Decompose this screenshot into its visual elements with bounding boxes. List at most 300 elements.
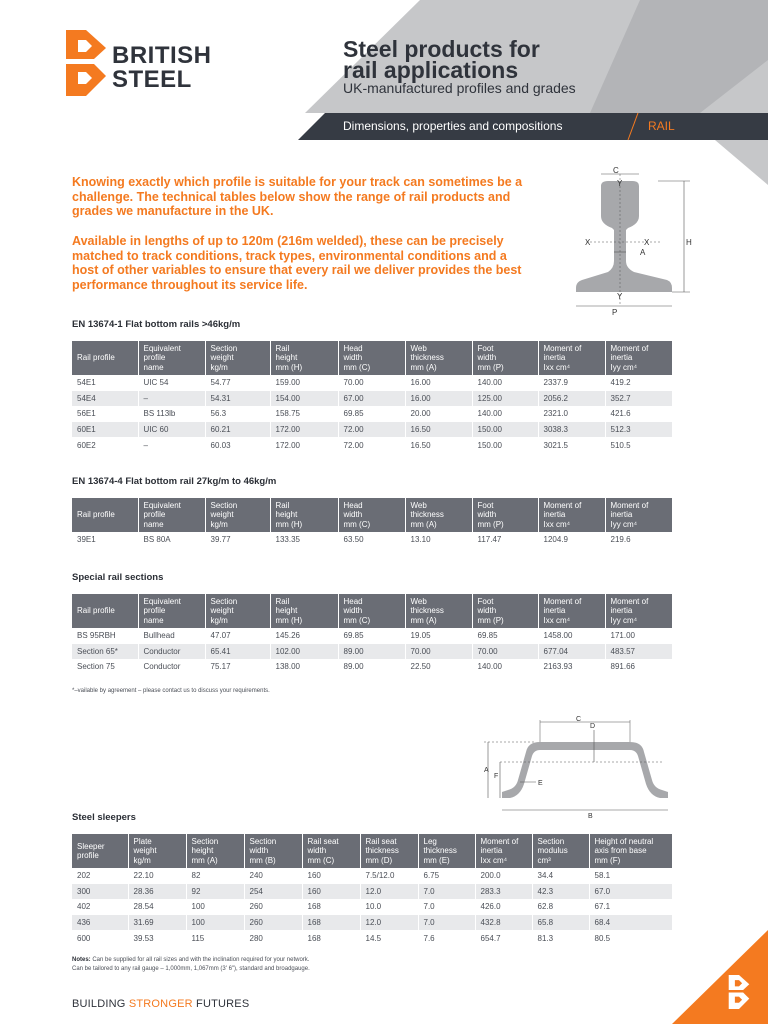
table-cell: 2056.2 — [538, 391, 605, 407]
column-header — [538, 594, 605, 628]
table-row — [72, 375, 672, 391]
column-header-line: mm (H) — [275, 615, 303, 625]
table-cell: 426.0 — [475, 899, 532, 915]
table-header-row — [72, 341, 672, 375]
table-row — [72, 899, 672, 915]
column-header-line: Moment of — [543, 596, 582, 606]
table-cell: 70.00 — [472, 644, 538, 660]
column-header-line: Leg — [423, 836, 437, 846]
table-cell: 158.75 — [270, 406, 338, 422]
table-cell: 81.3 — [532, 930, 589, 946]
table-row — [72, 437, 672, 453]
column-header-line: Rail seat — [307, 836, 339, 846]
column-header — [475, 834, 532, 868]
table-row — [72, 628, 672, 644]
column-header — [302, 834, 360, 868]
table-cell: 56.3 — [205, 406, 270, 422]
sleeper-profile-diagram — [484, 712, 684, 822]
column-header-line: mm (D) — [365, 855, 393, 865]
table-cell: 60.21 — [205, 422, 270, 438]
table-cell: 22.50 — [405, 659, 472, 675]
table-cell: 70.00 — [405, 644, 472, 660]
page-title-line2: rail applications — [343, 57, 519, 83]
column-header-line: thickness — [410, 353, 444, 363]
column-header-line: mm (A) — [410, 615, 437, 625]
column-header-line: width — [249, 846, 269, 856]
table-cell: 63.50 — [338, 532, 405, 548]
column-header-line: mm (P) — [477, 615, 504, 625]
column-header-line: height — [191, 846, 214, 856]
table-cell: 150.00 — [472, 422, 538, 438]
column-header-line: Rail — [275, 500, 290, 510]
table-header-row — [72, 834, 672, 868]
column-header — [472, 498, 538, 532]
table-row — [72, 406, 672, 422]
table-cell: 240 — [244, 868, 302, 884]
table-cell: 72.00 — [338, 422, 405, 438]
column-header — [72, 834, 128, 868]
table-row — [72, 884, 672, 900]
column-header-line: Section — [537, 836, 565, 846]
column-header-line: weight — [210, 606, 234, 616]
table-cell: 352.7 — [605, 391, 672, 407]
column-header-line: mm (A) — [410, 519, 437, 529]
page-subtitle: UK-manufactured profiles and grades — [343, 80, 576, 96]
column-header — [472, 594, 538, 628]
column-header-line: mm (A) — [191, 855, 218, 865]
column-header-line: mm (B) — [249, 855, 276, 865]
column-header-line: Rail — [275, 343, 290, 353]
table4-heading: Steel sleepers — [72, 812, 136, 823]
table-cell: 100 — [186, 915, 244, 931]
column-header-line: cm³ — [537, 855, 551, 865]
sleeper-cross-section — [502, 742, 668, 798]
notes-line1: Can be supplied for all rail sizes and with the inclination required for your network. — [92, 957, 310, 963]
table-row — [72, 915, 672, 931]
column-header-line: Moment of — [610, 343, 649, 353]
table-cell: 133.35 — [270, 532, 338, 548]
table-cell: 89.00 — [338, 659, 405, 675]
column-header — [72, 341, 138, 375]
table-cell: 60E2 — [72, 437, 138, 453]
column-header-line: width — [477, 353, 497, 363]
header-grey-tail — [715, 140, 768, 185]
column-header-line: Section — [191, 836, 219, 846]
table-cell: 160 — [302, 884, 360, 900]
column-header — [472, 341, 538, 375]
table-cell: 300 — [72, 884, 128, 900]
table-cell: 89.00 — [338, 644, 405, 660]
column-header-line: profile — [77, 851, 99, 860]
column-header — [205, 341, 270, 375]
intro-paragraph-1: Knowing exactly which profile is suitable for your track can sometimes be a challenge. The technical tables below show the range of rail products and grades we manufacture in the UK. — [72, 175, 523, 218]
column-header-line: inertia — [543, 353, 566, 363]
brand-name — [112, 44, 212, 92]
table-cell: 100 — [186, 899, 244, 915]
table-header-row — [72, 498, 672, 532]
table-cell: 72.00 — [338, 437, 405, 453]
table2-heading: EN 13674-4 Flat bottom rail 27kg/m to 46kg/m — [72, 476, 277, 487]
table-cell: 47.07 — [205, 628, 270, 644]
table-cell: 510.5 — [605, 437, 672, 453]
table-cell: 117.47 — [472, 532, 538, 548]
column-header-line: Iyy cm⁴ — [610, 362, 638, 372]
table-cell: 512.3 — [605, 422, 672, 438]
table-cell: 432.8 — [475, 915, 532, 931]
column-header-line: mm (P) — [477, 362, 504, 372]
column-header-line: height — [275, 606, 298, 616]
column-header-line: inertia — [610, 353, 633, 363]
column-header — [532, 834, 589, 868]
column-header-line: Ixx cm⁴ — [480, 855, 508, 865]
column-header-line: Ixx cm⁴ — [543, 615, 571, 625]
column-header — [405, 498, 472, 532]
column-header-line: weight — [133, 846, 157, 856]
table-cell: 16.50 — [405, 437, 472, 453]
table-cell: 6.75 — [418, 868, 475, 884]
table-cell: 1204.9 — [538, 532, 605, 548]
column-header — [72, 594, 138, 628]
column-header-line: Ixx cm⁴ — [543, 362, 571, 372]
column-header-line: Rail profile — [77, 606, 115, 616]
column-header-line: mm (H) — [275, 519, 303, 529]
column-header — [138, 341, 205, 375]
column-header-line: Rail profile — [77, 510, 115, 520]
table2-flat-bottom-rails — [72, 498, 672, 548]
table-cell: 7.5/12.0 — [360, 868, 418, 884]
column-header-line: kg/m — [210, 519, 228, 529]
column-header-line: weight — [210, 510, 234, 520]
table-cell: 82 — [186, 868, 244, 884]
table-cell: 102.00 — [270, 644, 338, 660]
column-header-line: Iyy cm⁴ — [610, 519, 638, 529]
column-header — [360, 834, 418, 868]
table-cell: 172.00 — [270, 437, 338, 453]
column-header — [72, 498, 138, 532]
footer-logo-mark-icon — [726, 974, 752, 1010]
table-cell: 56E1 — [72, 406, 138, 422]
table-cell: Section 65* — [72, 644, 138, 660]
table-cell: 140.00 — [472, 406, 538, 422]
table-cell: 69.85 — [338, 628, 405, 644]
footer-word-building: BUILDING — [72, 998, 126, 1010]
table-cell: 115 — [186, 930, 244, 946]
column-header — [418, 834, 475, 868]
column-header-line: height — [275, 510, 298, 520]
table-cell: 3038.3 — [538, 422, 605, 438]
column-header-line: kg/m — [133, 855, 151, 865]
column-header-line: kg/m — [210, 362, 228, 372]
rail-label-c: C — [613, 166, 619, 175]
table-cell: 92 — [186, 884, 244, 900]
table-cell: 254 — [244, 884, 302, 900]
column-header-line: thickness — [410, 606, 444, 616]
column-header — [605, 594, 672, 628]
column-header — [138, 594, 205, 628]
section-bar-label: Dimensions, properties and compositions — [343, 119, 563, 133]
table-cell: 483.57 — [605, 644, 672, 660]
column-header — [538, 341, 605, 375]
column-header — [589, 834, 672, 868]
rail-label-a: A — [640, 248, 646, 257]
column-header — [538, 498, 605, 532]
table-cell: 67.1 — [589, 899, 672, 915]
column-header-line: Moment of — [610, 500, 649, 510]
column-header-line: width — [307, 846, 327, 856]
table-cell: 2321.0 — [538, 406, 605, 422]
column-header-line: name — [143, 362, 164, 372]
table-row — [72, 422, 672, 438]
table-cell: 7.0 — [418, 884, 475, 900]
table-cell: 219.6 — [605, 532, 672, 548]
sleeper-label-f: F — [494, 773, 499, 780]
table-cell: 7.0 — [418, 915, 475, 931]
table-cell: 419.2 — [605, 375, 672, 391]
column-header-line: Section — [210, 343, 238, 353]
table-cell: Section 75 — [72, 659, 138, 675]
column-header-line: profile — [143, 606, 166, 616]
table-cell: 34.4 — [532, 868, 589, 884]
column-header-line: profile — [143, 353, 166, 363]
column-header-line: mm (A) — [410, 362, 437, 372]
column-header-line: inertia — [543, 606, 566, 616]
table-cell: 200.0 — [475, 868, 532, 884]
column-header-line: width — [477, 510, 497, 520]
table-cell: 14.5 — [360, 930, 418, 946]
table-row — [72, 532, 672, 548]
column-header-line: Plate — [133, 836, 152, 846]
column-header-line: mm (C) — [343, 362, 371, 372]
table-cell: – — [138, 391, 205, 407]
column-header-line: width — [343, 606, 363, 616]
table-cell: 154.00 — [270, 391, 338, 407]
notes-label: Notes: — [72, 957, 91, 963]
table-cell: 10.0 — [360, 899, 418, 915]
column-header-line: thickness — [423, 846, 457, 856]
table3-heading: Special rail sections — [72, 572, 164, 583]
table-cell: 168 — [302, 899, 360, 915]
table-cell: 16.50 — [405, 422, 472, 438]
table-cell: 19.05 — [405, 628, 472, 644]
column-header-line: mm (C) — [307, 855, 335, 865]
notes-line2: Can be tailored to any rail gauge – 1,000mm, 1,067mm (3' 6"), standard and broadgauge. — [72, 965, 310, 972]
rail-cross-section — [576, 181, 672, 292]
column-header-line: Section — [249, 836, 277, 846]
british-steel-logo-icon — [64, 28, 108, 98]
column-header-line: mm (F) — [594, 855, 621, 865]
table-row — [72, 868, 672, 884]
column-header-line: width — [477, 606, 497, 616]
table-cell: 60.03 — [205, 437, 270, 453]
column-header-line: Rail profile — [77, 353, 115, 363]
column-header-line: height — [275, 353, 298, 363]
column-header-line: Equivalent — [143, 596, 181, 606]
sleeper-label-b: B — [588, 813, 593, 820]
table-row — [72, 391, 672, 407]
footer-orange-corner — [672, 930, 768, 1024]
table-cell: 65.41 — [205, 644, 270, 660]
column-header-line: Height of neutral — [594, 836, 654, 846]
table-cell: 68.4 — [589, 915, 672, 931]
column-header-line: Web — [410, 500, 427, 510]
column-header-line: Iyy cm⁴ — [610, 615, 638, 625]
table-cell: Conductor — [138, 659, 205, 675]
table-cell: BS 113lb — [138, 406, 205, 422]
table-cell: 3021.5 — [538, 437, 605, 453]
table-cell: 145.26 — [270, 628, 338, 644]
column-header-line: Head — [343, 343, 363, 353]
table-cell: 402 — [72, 899, 128, 915]
column-header-line: Head — [343, 596, 363, 606]
table-cell: 125.00 — [472, 391, 538, 407]
table-cell: 58.1 — [589, 868, 672, 884]
table-cell: 31.69 — [128, 915, 186, 931]
column-header-line: Ixx cm⁴ — [543, 519, 571, 529]
column-header — [205, 498, 270, 532]
table-cell: 421.6 — [605, 406, 672, 422]
column-header-line: Rail seat — [365, 836, 397, 846]
column-header-line: width — [343, 510, 363, 520]
column-header — [405, 594, 472, 628]
table-cell: 28.54 — [128, 899, 186, 915]
table-cell: UIC 54 — [138, 375, 205, 391]
table-cell: 7.0 — [418, 899, 475, 915]
table-cell: 138.00 — [270, 659, 338, 675]
rail-profile-diagram — [572, 166, 692, 316]
table-cell: 7.6 — [418, 930, 475, 946]
table-cell: 42.3 — [532, 884, 589, 900]
column-header-line: Section — [210, 596, 238, 606]
table4-steel-sleepers — [72, 834, 672, 946]
table-cell: 168 — [302, 930, 360, 946]
table-cell: 54.31 — [205, 391, 270, 407]
sleeper-label-d: D — [590, 723, 596, 730]
table-cell: 67.0 — [589, 884, 672, 900]
table-cell: 16.00 — [405, 375, 472, 391]
table-cell: UIC 60 — [138, 422, 205, 438]
column-header-line: Moment of — [543, 343, 582, 353]
column-header-line: Sleeper — [77, 841, 105, 851]
table-cell: 60E1 — [72, 422, 138, 438]
sleeper-label-c: C — [576, 716, 582, 723]
column-header-line: mm (P) — [477, 519, 504, 529]
column-header — [405, 341, 472, 375]
column-header-line: mm (E) — [423, 855, 450, 865]
column-header — [186, 834, 244, 868]
table-cell: 39.53 — [128, 930, 186, 946]
column-header-line: width — [343, 353, 363, 363]
table-cell: 12.0 — [360, 884, 418, 900]
footer-word-stronger: STRONGER — [128, 998, 193, 1010]
table-cell: 677.04 — [538, 644, 605, 660]
column-header-line: mm (C) — [343, 615, 371, 625]
rail-label-x-left: X — [585, 238, 591, 247]
table-cell: 600 — [72, 930, 128, 946]
intro-paragraph-2: Available in lengths of up to 120m (216m welded), these can be precisely matched to track conditions, track types, environmental conditions and a host of other variables to ensure that every rail we deliver provides the best performance throughout its service life. — [72, 234, 522, 292]
table-cell: 62.8 — [532, 899, 589, 915]
sleeper-label-e: E — [538, 780, 543, 787]
rail-label-y-bottom: Y — [617, 292, 623, 301]
table-cell: 54E4 — [72, 391, 138, 407]
column-header-line: Rail — [275, 596, 290, 606]
table-cell: 260 — [244, 899, 302, 915]
table-cell: 280 — [244, 930, 302, 946]
table-cell: 13.10 — [405, 532, 472, 548]
column-header — [605, 498, 672, 532]
table-cell: 80.5 — [589, 930, 672, 946]
availability-footnote: *–vailable by agreement – please contact us to discuss your requirements. — [72, 688, 270, 694]
table-row — [72, 930, 672, 946]
table-cell: 16.00 — [405, 391, 472, 407]
column-header-line: name — [143, 615, 164, 625]
table-cell: – — [138, 437, 205, 453]
table-cell: 39E1 — [72, 532, 138, 548]
table1-heading: EN 13674-1 Flat bottom rails >46kg/m — [72, 319, 241, 330]
column-header-line: Equivalent — [143, 500, 181, 510]
column-header-line: Web — [410, 343, 427, 353]
column-header — [605, 341, 672, 375]
column-header-line: inertia — [610, 606, 633, 616]
table-cell: 436 — [72, 915, 128, 931]
table-cell: 39.77 — [205, 532, 270, 548]
column-header — [270, 341, 338, 375]
table-cell: 202 — [72, 868, 128, 884]
page-title-line1: Steel products for — [343, 36, 540, 62]
table-cell: BS 80A — [138, 532, 205, 548]
table-cell: Conductor — [138, 644, 205, 660]
column-header-line: inertia — [543, 510, 566, 520]
table-header-row — [72, 594, 672, 628]
column-header — [138, 498, 205, 532]
column-header-line: thickness — [365, 846, 399, 856]
table-cell: 168 — [302, 915, 360, 931]
table-cell: 54E1 — [72, 375, 138, 391]
table-cell: 22.10 — [128, 868, 186, 884]
table-cell: 171.00 — [605, 628, 672, 644]
table-cell: 140.00 — [472, 375, 538, 391]
bar-divider — [624, 113, 644, 141]
table-cell: 75.17 — [205, 659, 270, 675]
table1-flat-bottom-rails — [72, 341, 672, 453]
column-header-line: Moment of — [543, 500, 582, 510]
column-header-line: mm (H) — [275, 362, 303, 372]
column-header-line: modulus — [537, 846, 568, 856]
table-cell: 2163.93 — [538, 659, 605, 675]
column-header — [338, 341, 405, 375]
column-header-line: Moment of — [480, 836, 519, 846]
section-bar-tag: RAIL — [648, 119, 675, 133]
rail-label-h: H — [686, 238, 692, 247]
column-header-line: Web — [410, 596, 427, 606]
table-cell: 69.85 — [338, 406, 405, 422]
table-cell: 54.77 — [205, 375, 270, 391]
table-cell: BS 95RBH — [72, 628, 138, 644]
column-header-line: Foot — [477, 596, 494, 606]
column-header-line: profile — [143, 510, 166, 520]
table-cell: 172.00 — [270, 422, 338, 438]
sleeper-label-a: A — [484, 767, 489, 774]
column-header — [244, 834, 302, 868]
column-header-line: thickness — [410, 510, 444, 520]
table-cell: 140.00 — [472, 659, 538, 675]
brand-name-line1: BRITISH — [112, 42, 212, 69]
table-cell: 67.00 — [338, 391, 405, 407]
table-cell: 70.00 — [338, 375, 405, 391]
table-cell: 69.85 — [472, 628, 538, 644]
brand-name-line2: STEEL — [112, 66, 192, 93]
column-header-line: mm (C) — [343, 519, 371, 529]
column-header-line: inertia — [480, 846, 503, 856]
